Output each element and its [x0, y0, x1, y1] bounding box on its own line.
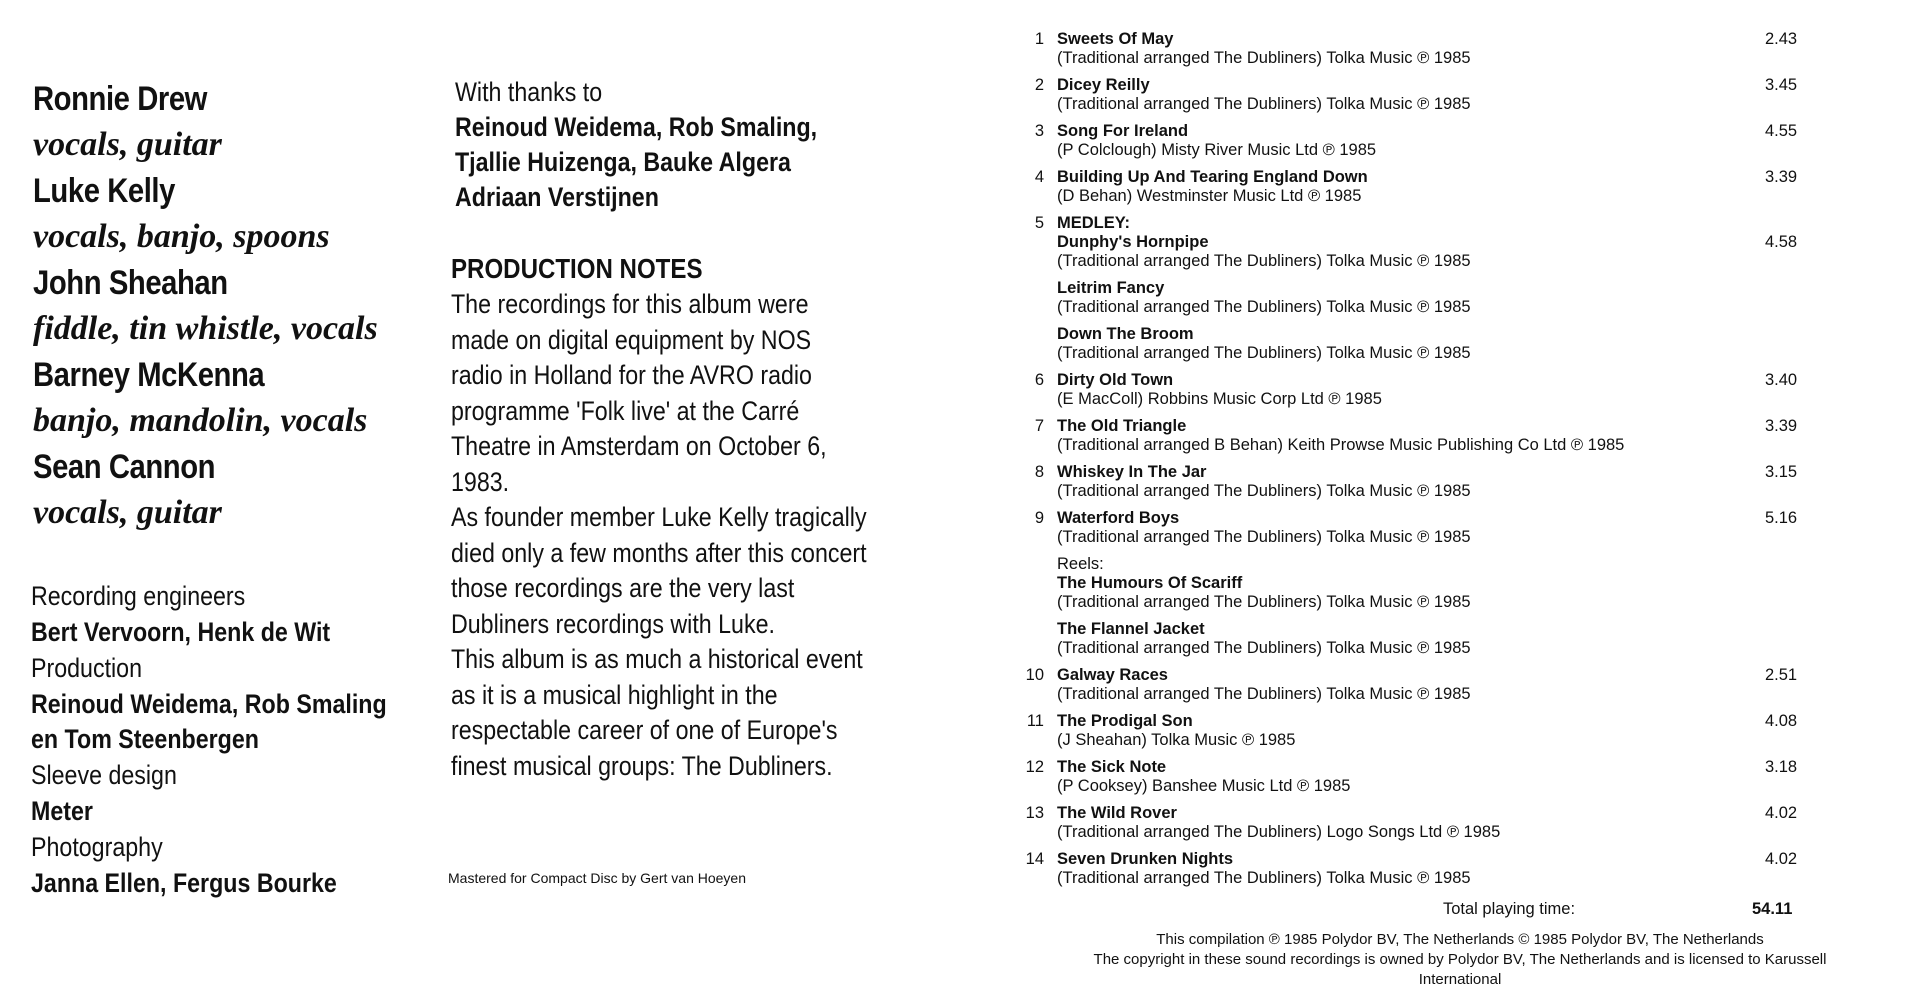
member [33, 76, 413, 168]
track-credit: (Traditional arranged The Dubliners) Tolka Music ℗ 1985 [1057, 869, 1471, 887]
member-name: Barney McKenna [33, 356, 265, 394]
track-credit: (D Behan) Westminster Music Ltd ℗ 1985 [1057, 187, 1362, 205]
track-entry [1020, 214, 1900, 271]
production-notes-line: The recordings for this album were [451, 289, 809, 319]
track-title: Galway Races [1057, 666, 1168, 684]
track-credit: (Traditional arranged The Dubliners) Tolka Music ℗ 1985 [1057, 528, 1471, 546]
track-title: The Sick Note [1057, 758, 1167, 776]
track-time: 4.55 [1765, 122, 1798, 140]
member-role: fiddle, tin whistle, vocals [33, 310, 378, 347]
track-entry [1020, 417, 1900, 455]
production-notes-heading: PRODUCTION NOTES [451, 253, 703, 284]
track-number: 5 [1034, 214, 1044, 232]
production-notes-line: those recordings are the very last [451, 573, 795, 603]
track-credit: (Traditional arranged B Behan) Keith Prowse Music Publishing Co Ltd ℗ 1985 [1057, 436, 1625, 454]
track-number: 2 [1034, 76, 1044, 94]
credit-label: Photography [31, 832, 163, 862]
track-entry [1020, 30, 1900, 68]
track-time: 2.51 [1765, 666, 1798, 684]
track-number: 10 [1025, 666, 1044, 684]
member-name: John Sheahan [33, 264, 228, 302]
track-number: 6 [1034, 371, 1044, 389]
reel-part-credit: (Traditional arranged The Dubliners) Tolka Music ℗ 1985 [1057, 593, 1471, 611]
medley-part-credit: (Traditional arranged The Dubliners) Tolka Music ℗ 1985 [1057, 344, 1471, 362]
production-notes-line: Theatre in Amsterdam on October 6, [451, 431, 827, 461]
track-credit: (Traditional arranged The Dubliners) Logo Songs Ltd ℗ 1985 [1057, 823, 1501, 841]
member [33, 352, 413, 444]
credit-value: Meter [31, 796, 93, 826]
track-title: Sweets Of May [1057, 30, 1174, 48]
copyright-line: This compilation ℗ 1985 Polydor BV, The Netherlands © 1985 Polydor BV, The Netherlands [1156, 931, 1764, 948]
track-title: The Old Triangle [1057, 417, 1187, 435]
member-role: vocals, banjo, spoons [33, 218, 330, 255]
track-number: 4 [1034, 168, 1044, 186]
track-number: 11 [1026, 712, 1044, 730]
track-entry [1020, 850, 1900, 888]
member-name: Sean Cannon [33, 448, 216, 486]
credit-value: Reinoud Weidema, Rob Smaling [31, 689, 387, 719]
medley-part-title: Dunphy's Hornpipe [1057, 233, 1209, 251]
medley-part [1020, 325, 1900, 363]
track-title: Dicey Reilly [1057, 76, 1150, 94]
member-name: Luke Kelly [33, 172, 175, 210]
track-title: Building Up And Tearing England Down [1057, 168, 1368, 186]
credit-value: Bert Vervoorn, Henk de Wit [31, 617, 331, 647]
production-notes-line: 1983. [451, 466, 510, 497]
member-role: vocals, guitar [33, 126, 222, 163]
track-title: Dirty Old Town [1057, 371, 1174, 389]
track-credit: (P Colclough) Misty River Music Ltd ℗ 1985 [1057, 141, 1377, 159]
credit-value: Janna Ellen, Fergus Bourke [31, 868, 337, 898]
track-credit: (Traditional arranged The Dubliners) Tolka Music ℗ 1985 [1057, 95, 1471, 113]
track-time: 3.18 [1765, 758, 1798, 776]
reel-part-credit: (Traditional arranged The Dubliners) Tolka Music ℗ 1985 [1057, 639, 1471, 657]
track-credit: (Traditional arranged The Dubliners) Tolka Music ℗ 1985 [1057, 685, 1471, 703]
copyright-line: The copyright in these sound recordings is owned by Polydor BV, The Netherlands and is licensed to Karussell [1093, 951, 1827, 968]
track-entry [1020, 371, 1900, 409]
track-entry [1020, 666, 1900, 704]
thanks-names-line: Tjallie Huizenga, Bauke Algera [455, 147, 791, 177]
credit-label: Sleeve design [31, 760, 177, 790]
production-notes-line: died only a few months after this concert [451, 537, 867, 568]
track-number: 14 [1025, 850, 1044, 868]
total-label: Total playing time: [1443, 900, 1576, 918]
track-title: Seven Drunken Nights [1057, 850, 1234, 868]
copyright-line: International [1418, 971, 1502, 988]
medley-part-title: Down The Broom [1057, 325, 1194, 343]
track-entry [1020, 804, 1900, 842]
track-title: Song For Ireland [1057, 122, 1189, 140]
track-time: 4.58 [1765, 233, 1798, 251]
thanks-names-line: Adriaan Verstijnen [455, 182, 659, 212]
medley-part-title: Leitrim Fancy [1057, 279, 1165, 297]
track-credit: (J Sheahan) Tolka Music ℗ 1985 [1057, 731, 1296, 749]
track-title: Waterford Boys [1057, 509, 1180, 527]
track-title: The Wild Rover [1057, 804, 1177, 822]
track-time: 4.02 [1765, 804, 1798, 822]
medley-part-credit: (Traditional arranged The Dubliners) Tolka Music ℗ 1985 [1057, 298, 1471, 316]
production-notes-line: respectable career of one of Europe's [451, 715, 838, 745]
production-notes-line: Dubliners recordings with Luke. [451, 608, 775, 639]
track-time: 3.15 [1765, 463, 1798, 481]
track-number: 12 [1025, 758, 1044, 776]
track-time: 3.39 [1765, 417, 1798, 435]
track-entry [1020, 76, 1900, 114]
member-role: vocals, guitar [33, 494, 222, 531]
credit-label: Recording engineers [31, 581, 246, 611]
track-time: 4.02 [1765, 850, 1798, 868]
track-number: 7 [1034, 417, 1044, 435]
thanks-names-line: Reinoud Weidema, Rob Smaling, [455, 112, 818, 142]
production-notes [451, 251, 911, 784]
production-notes-line: as it is a musical highlight in the [451, 679, 778, 710]
track-credit: (Traditional arranged The Dubliners) Tolka Music ℗ 1985 [1057, 482, 1471, 500]
production-notes-line: made on digital equipment by NOS [451, 324, 812, 355]
thanks-section [455, 74, 875, 215]
reel-part-title: The Humours Of Scariff [1057, 574, 1243, 592]
member-role: banjo, mandolin, vocals [33, 402, 368, 439]
reel-part [1020, 620, 1900, 658]
track-credit: (P Cooksey) Banshee Music Ltd ℗ 1985 [1057, 777, 1351, 795]
musicians-list [33, 76, 413, 536]
track-time: 3.39 [1765, 168, 1798, 186]
member [33, 444, 413, 536]
track-number: 1 [1034, 30, 1044, 48]
medley-part-credit: (Traditional arranged The Dubliners) Tolka Music ℗ 1985 [1057, 252, 1471, 270]
track-time: 5.16 [1765, 509, 1798, 527]
track-number: 13 [1025, 804, 1044, 822]
production-notes-line: programme 'Folk live' at the Carré [451, 395, 800, 426]
tracklist [1020, 30, 1900, 896]
credit-value: en Tom Steenbergen [31, 724, 259, 754]
track-number: 8 [1034, 463, 1044, 481]
mastered-credit: Mastered for Compact Disc by Gert van Hoeyen [448, 870, 747, 886]
track-number: 9 [1034, 509, 1044, 527]
production-notes-line: radio in Holland for the AVRO radio [451, 360, 812, 390]
total-playing-time [1020, 900, 1900, 920]
production-notes-line: finest musical groups: The Dubliners. [451, 750, 833, 781]
track-entry [1020, 712, 1900, 750]
medley-label: MEDLEY: [1057, 214, 1131, 232]
production-notes-line: This album is as much a historical event [451, 644, 863, 674]
track-time: 3.45 [1765, 76, 1798, 94]
track-time: 2.43 [1765, 30, 1798, 48]
member-name: Ronnie Drew [33, 80, 207, 118]
total-value: 54.11 [1752, 900, 1793, 918]
track-entry [1020, 758, 1900, 796]
reels-label-row [1020, 555, 1900, 574]
reel-part-title: The Flannel Jacket [1057, 620, 1205, 638]
reel-part [1020, 574, 1900, 612]
track-entry [1020, 509, 1900, 547]
track-time: 3.40 [1765, 371, 1798, 389]
track-number: 3 [1034, 122, 1044, 140]
track-entry [1020, 168, 1900, 206]
copyright-notice [1020, 930, 1900, 990]
track-credit: (E MacColl) Robbins Music Corp Ltd ℗ 1985 [1057, 390, 1382, 408]
credit-label: Production [31, 653, 143, 683]
member [33, 168, 413, 260]
track-entry [1020, 463, 1900, 501]
reels-label: Reels: [1057, 555, 1104, 573]
track-title: The Prodigal Son [1057, 712, 1193, 730]
medley-part [1020, 279, 1900, 317]
member [33, 260, 413, 352]
credits-list [31, 578, 451, 901]
track-time: 4.08 [1765, 712, 1798, 730]
track-title: Whiskey In The Jar [1057, 463, 1207, 481]
track-entry [1020, 122, 1900, 160]
thanks-intro: With thanks to [455, 77, 603, 107]
production-notes-line: As founder member Luke Kelly tragically [451, 502, 867, 532]
track-credit: (Traditional arranged The Dubliners) Tolka Music ℗ 1985 [1057, 49, 1471, 67]
